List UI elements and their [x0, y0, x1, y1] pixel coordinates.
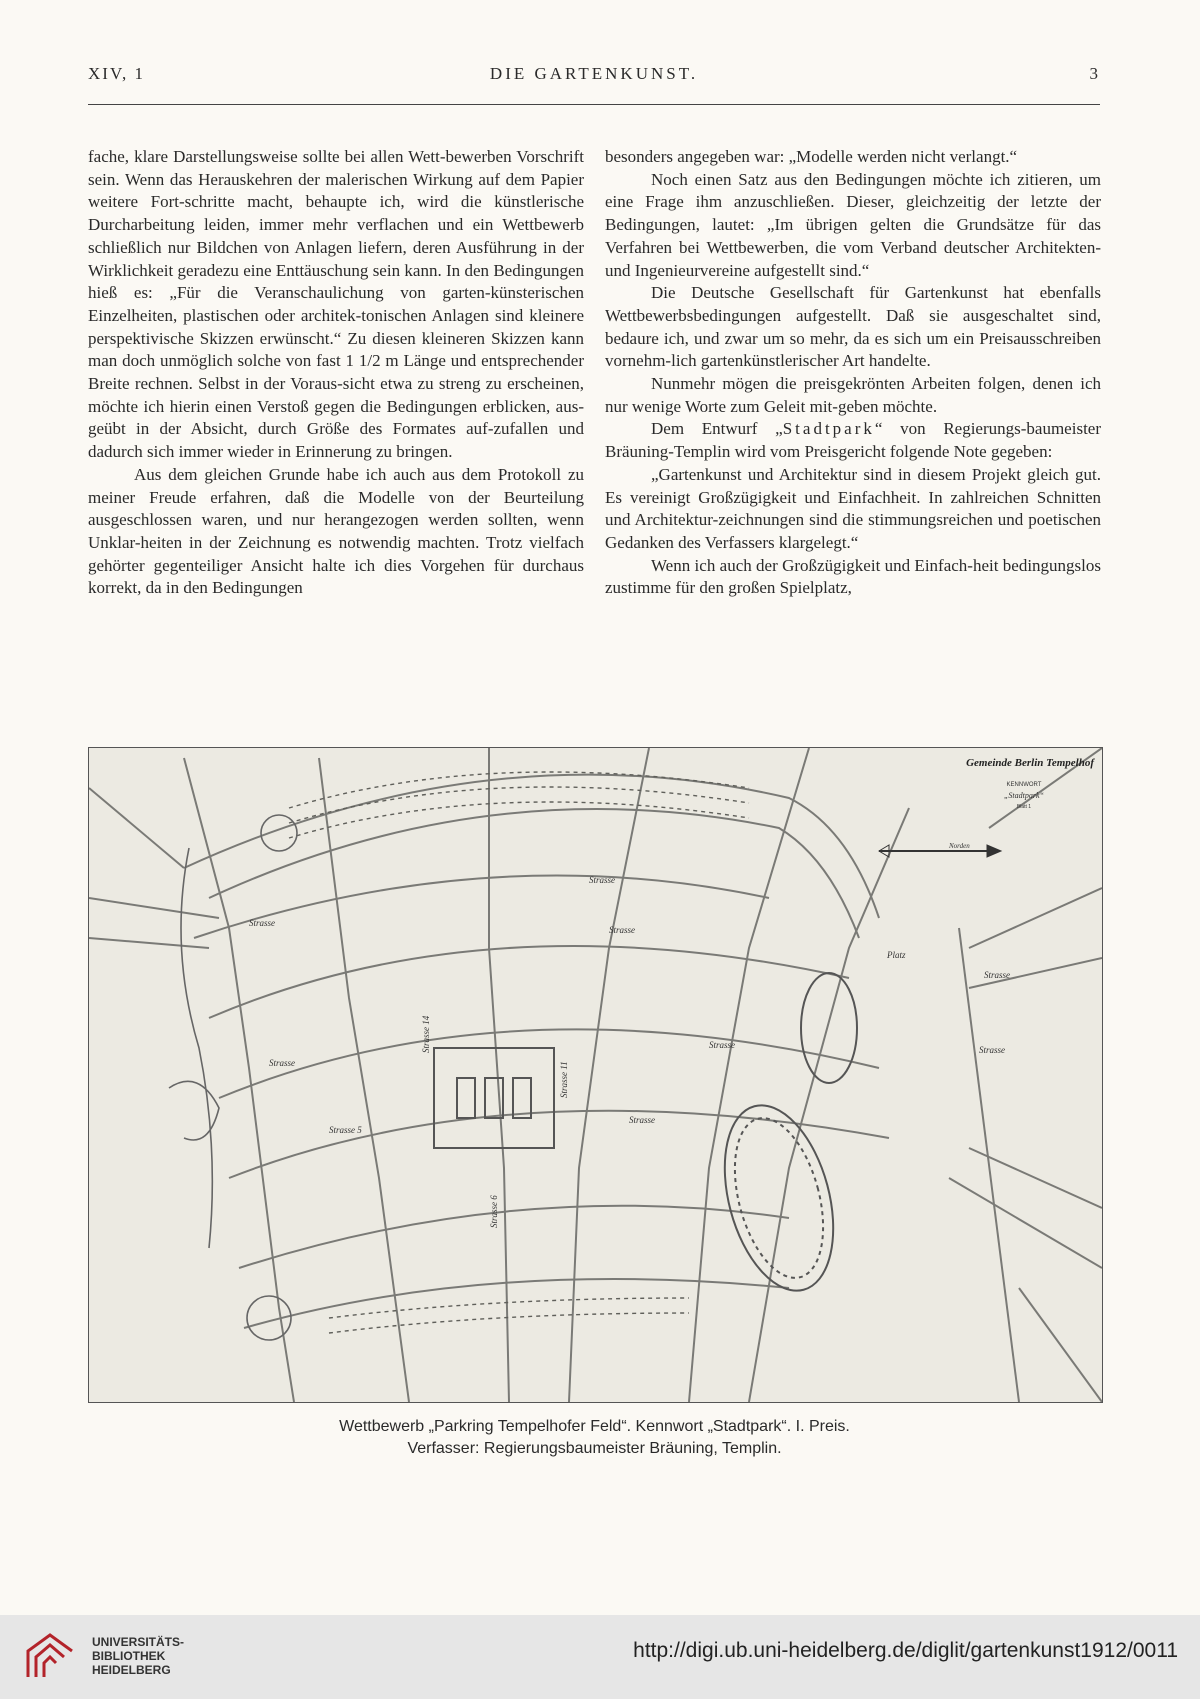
right-paragraph-3: Die Deutsche Gesellschaft für Gartenkunst hat ebenfalls Wettbewerbsbedingungen aufgestellt. Daß sie ausgeschaltet sind, bedaure ich, und zwar um so mehr, da es sich um ein Preisausschreiben vornehm-lich gartenkünstlerischer Art handelte. [605, 283, 1101, 371]
library-line-3: HEIDELBERG [92, 1663, 171, 1677]
plan-kennwort: KENNWORT [1006, 782, 1042, 788]
street-label-6b: Strasse 6 [489, 1195, 499, 1228]
street-label-9: Strasse [979, 1045, 1006, 1055]
street-label-7: Strasse 5 [329, 1125, 362, 1135]
arrow-label: Norden [949, 842, 970, 850]
site-plan-drawing [89, 748, 1102, 1402]
header-rule [88, 104, 1100, 105]
library-name [92, 1635, 184, 1677]
left-paragraph-2: Aus dem gleichen Grunde habe ich auch aus dem Protokoll zu meiner Freude erfahren, daß die Modelle von der Beurteilung ausgeschlossen waren, und nur herangezogen werden sollten, wenn Unklar-heiten in der Zeichnung es notwendig machten. Trotz vielfach gehörter gegenteiliger Ansicht halte ich dies Vorgehen für durchaus korrekt, da in den Bedingungen [88, 464, 584, 598]
right-paragraph-4: Nunmehr mögen die preisgekrönten Arbeiten folgen, denen ich nur wenige Worte zum Geleit mit-geben möchte. [605, 374, 1101, 416]
right-paragraph-5 [605, 418, 1101, 463]
viewer-footer [0, 1615, 1200, 1699]
platz-label: Platz [887, 950, 906, 960]
plan-title: Gemeinde Berlin Tempelhof [966, 757, 1094, 769]
street-label-3: Strasse [609, 925, 636, 935]
page-number: 3 [1089, 64, 1100, 83]
library-line-2: BIBLIOTHEK [92, 1649, 166, 1663]
running-header [88, 64, 1100, 90]
document-url-link[interactable]: http://digi.ub.uni-heidelberg.de/diglit/gartenkunst1912/0011 [633, 1639, 1178, 1662]
site-plan-figure [88, 747, 1103, 1403]
figure-caption-line-2: Verfasser: Regierungsbaumeister Bräuning, Templin. [407, 1440, 782, 1457]
library-line-1: UNIVERSITÄTS- [92, 1635, 185, 1649]
plan-blatt: Blatt 1 [1016, 804, 1032, 810]
p5-text-b: “ von Regierungs-baumeister Bräuning-Templin wird vom Preisgericht folgende Note gegeben: [605, 419, 1101, 462]
street-label-1: Strasse [249, 918, 276, 928]
street-label-5: Strasse [709, 1040, 736, 1050]
street-label-2: Strasse [589, 875, 616, 885]
left-paragraph-1: fache, klare Darstellungsweise sollte bei allen Wett-bewerben Vorschrift sein. Wenn das Herauskehren der malerischen Wirkung auf dem Papier weitere Fort-schritte macht, behaupte ich, wird die künstlerische Durcharbeitung leiden, immer mehr verflachen und ein Wettbewerb schließlich nur Bildchen von Anlagen liefern, deren Ausführung in der Wirklichkeit geradezu eine Enttäuschung sein kann. In den Bedingungen hieß es: „Für die Veranschaulichung von garten-künsterischen Einzelheiten, plastischen oder architek-tonischen Anlagen sind kleinere perspektivische Skizzen erwünscht.“ Zu diesen kleineren Skizzen kann man doch unmöglich solche von fast 1 1/2 m Länge und entsprechender Breite rechnen. Selbst in der Voraus-sicht etwa zu streng zu erscheinen, möchte ich hierin einen Verstoß gegen die Bedingungen erblicken, aus-geübt in der Absicht, durch Größe des Formates auf-zufallen und dadurch sich immer wieder in Erinnerung zu bringen. [88, 147, 584, 462]
journal-title: DIE GARTENKUNST. [489, 64, 699, 83]
figure-caption-line-1: Wettbewerb „Parkring Tempelhofer Feld“. Kennwort „Stadtpark“. I. Preis. [339, 1418, 850, 1435]
right-paragraph-6: „Gartenkunst und Architektur sind in diesem Projekt gleich gut. Es vereinigt Großzügigkeit und Einfachheit. In zahlreichen Schnitten und Architektur-zeichnungen sind die stimmungsreichen und poetischen Gedanken des Verfassers klargelegt.“ [605, 464, 1101, 552]
volume-number: XIV, 1 [88, 64, 146, 83]
right-column [605, 146, 1101, 600]
street-label-11: Strasse 11 [559, 1061, 569, 1098]
university-library-logo-icon [20, 1629, 80, 1685]
plan-stadtpark: „Stadtpark“ [1003, 791, 1045, 800]
right-paragraph-7: Wenn ich auch der Großzügigkeit und Einfach-heit bedingungslos zustimme für den großen Spielplatz, [605, 555, 1101, 598]
street-label-4: Strasse [269, 1058, 296, 1068]
street-label-14: Strasse 14 [421, 1015, 431, 1053]
p5-text-a: Dem Entwurf „ [651, 419, 783, 439]
street-label-8: Strasse [984, 970, 1011, 980]
street-label-6: Strasse [629, 1115, 656, 1125]
kennwort-spaced: Stadtpark [782, 419, 875, 439]
left-column [88, 146, 584, 600]
right-paragraph-2: Noch einen Satz aus den Bedingungen möchte ich zitieren, um eine Frage ihm anzuschließen. Dieser, gleichzeitig der letzte der Bedingungen, lautet: „Im übrigen gelten die Grundsätze für das Verfahren bei Wettbewerben, die vom Verband deutscher Architekten- und Ingenieurvereine aufgestellt sind.“ [605, 169, 1101, 280]
right-paragraph-1: besonders angegeben war: „Modelle werden nicht verlangt.“ [605, 147, 1018, 166]
